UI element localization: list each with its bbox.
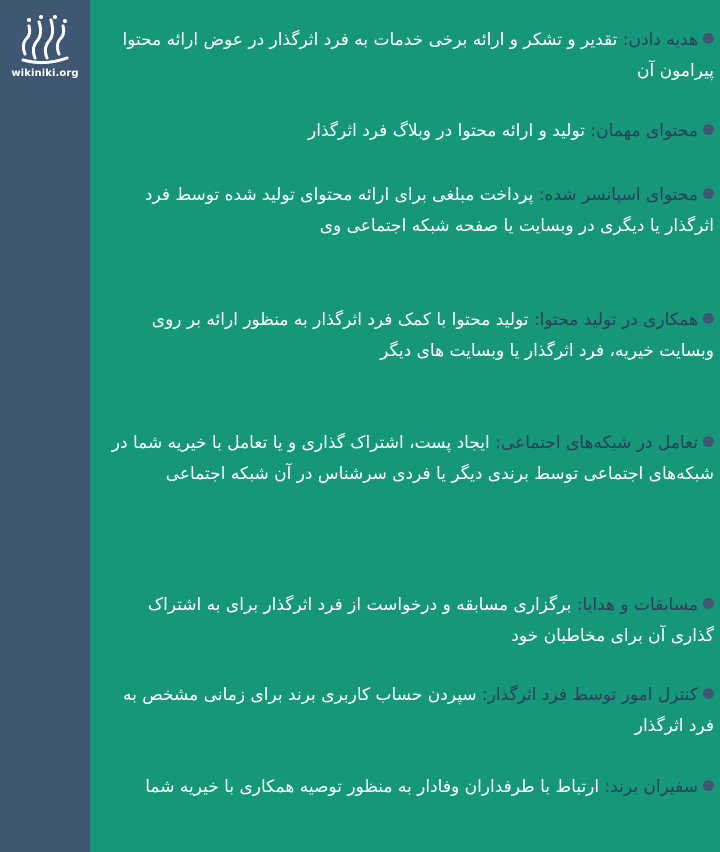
list-item xyxy=(110,116,714,147)
item-description: برگزاری مسابقه و درخواست از فرد اثرگذار برای به اشتراک گذاری آن برای مخاطبان خود xyxy=(147,595,714,646)
site-url: wikiniki.org xyxy=(11,68,79,79)
bullet-icon xyxy=(703,313,714,324)
site-logo[interactable] xyxy=(0,14,90,79)
item-description: تولید و ارائه محتوا در وبلاگ فرد اثرگذار xyxy=(308,121,585,141)
item-description: پرداخت مبلغی برای ارائه محتوای تولید شده توسط فرد اثرگذار یا دیگری در وبسایت یا صفحه شبکه اجتماعی وی xyxy=(144,185,714,236)
sidebar xyxy=(0,0,90,852)
item-term: کنترل امور توسط فرد اثرگذار: xyxy=(481,685,698,705)
item-term: محتوای اسپانسر شده: xyxy=(538,185,698,205)
bullet-icon xyxy=(703,780,714,791)
item-term: مسابقات و هدایا: xyxy=(576,595,698,615)
item-description: ایجاد پست، اشتراک گذاری و یا تعامل با خیریه شما در شبکه‌های اجتماعی توسط برندی دیگر یا فردی سرشناس در آن شبکه اجتماعی xyxy=(111,433,714,484)
item-description: ارتباط با طرفداران وفادار به منظور توصیه همکاری با خیریه شما xyxy=(145,777,600,797)
list-item xyxy=(110,25,714,87)
item-term: سفیران برند: xyxy=(604,777,698,797)
item-description: سپردن حساب کاربری برند برای زمانی مشخص به فرد اثرگذار xyxy=(122,685,714,736)
list-item xyxy=(110,590,714,652)
item-term: همکاری در تولید محتوا: xyxy=(533,310,698,330)
bullet-icon xyxy=(703,124,714,135)
bullet-icon xyxy=(703,598,714,609)
bullet-icon xyxy=(703,688,714,699)
list-item xyxy=(110,772,714,803)
wikiniki-logo-icon xyxy=(17,14,73,66)
item-term: هدیه دادن: xyxy=(622,30,698,50)
bullet-icon xyxy=(703,188,714,199)
list-item xyxy=(110,180,714,242)
list-item xyxy=(110,680,714,742)
bullet-icon xyxy=(703,436,714,447)
item-description: تولید محتوا با کمک فرد اثرگذار به منظور ارائه بر روی وبسایت خیریه، فرد اثرگذار یا وبسایت های دیگر xyxy=(151,310,714,361)
content-list xyxy=(92,0,720,852)
list-item xyxy=(110,428,714,490)
bullet-icon xyxy=(703,33,714,44)
item-term: محتوای مهمان: xyxy=(590,121,698,141)
item-term: تعامل در شبکه‌های اجتماعی: xyxy=(495,433,698,453)
item-description: تقدیر و تشکر و ارائه برخی خدمات به فرد اثرگذار در عوض ارائه محتوا پیرامون آن xyxy=(122,30,714,81)
list-item xyxy=(110,305,714,367)
